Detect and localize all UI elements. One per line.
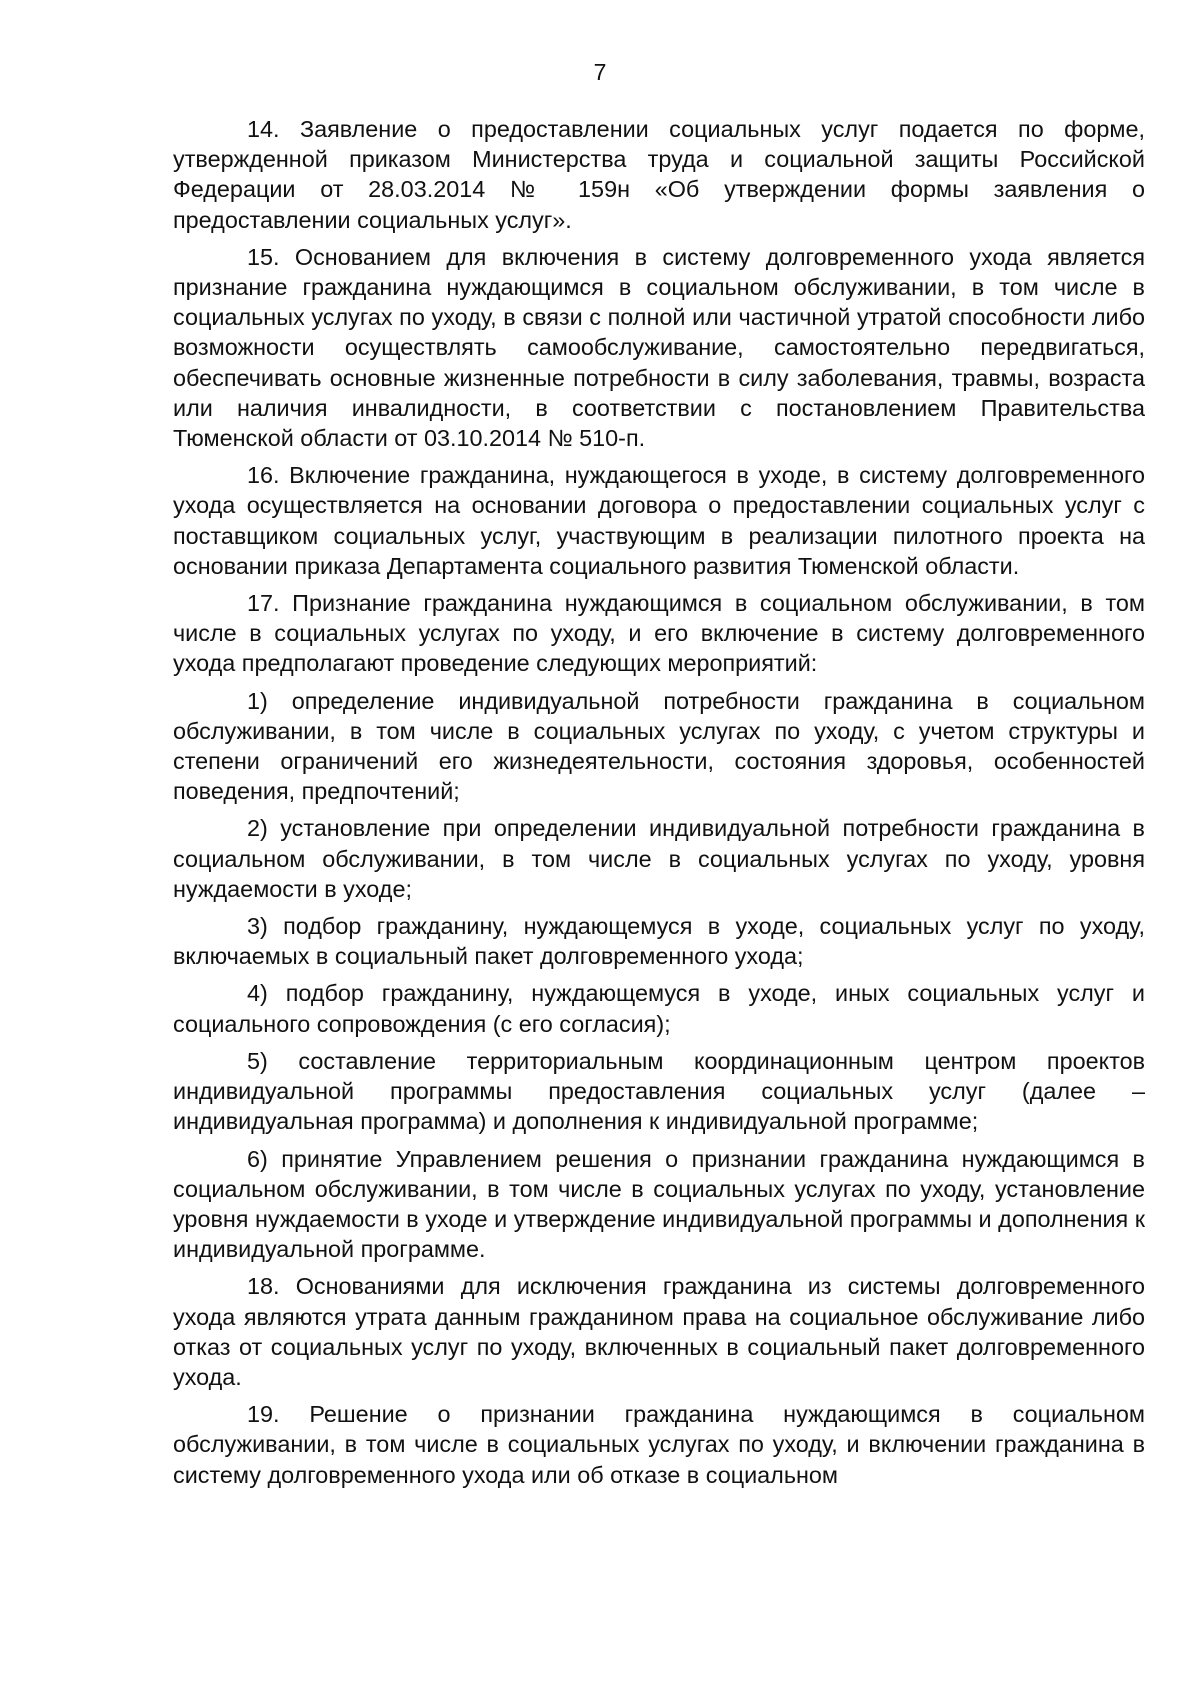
paragraph-16: 16. Включение гражданина, нуждающегося в уходе, в систему долговременного ухода осуществляется на основании договора о предоставлении социальных услуг с поставщиком социальных услуг, участвующим в реализации пилотного проекта на основании приказа Департамента социального развития Тюменской области. <box>173 462 1145 579</box>
list-item-3: 3) подбор гражданину, нуждающемуся в уходе, социальных услуг по уходу, включаемых в социальный пакет долговременного ухода; <box>173 913 1145 970</box>
paragraph-15: 15. Основанием для включения в систему долговременного ухода является признание гражданина нуждающимся в социальном обслуживании, в том числе в социальных услугах по уходу, в связи с полной или частичной утратой способности либо возможности осуществлять самообслуживание, самостоятельно передвигаться, обеспечивать основные жизненные потребности в силу заболевания, травмы, возраста или наличия инвалидности, в соответствии с постановлением Правительства Тюменской области от 03.10.2014 № 510-п. <box>173 243 1145 452</box>
paragraph-17: 17. Признание гражданина нуждающимся в социальном обслуживании, в том числе в социальных услугах по уходу, и его включение в систему долговременного ухода предполагают проведение следующих мероприятий: <box>173 590 1145 677</box>
paragraph-14: 14. Заявление о предоставлении социальных услуг подается по форме, утвержденной приказом Министерства труда и социальной защиты Российской Федерации от 28.03.2014 № 159н «Об утверждении формы заявления о предоставлении социальных услуг». <box>173 116 1145 233</box>
page-number: 7 <box>593 59 607 85</box>
list-item-1: 1) определение индивидуальной потребности гражданина в социальном обслуживании, в том числе в социальных услугах по уходу, с учетом структуры и степени ограничений его жизнедеятельности, состояния здоровья, особенностей поведения, предпочтений; <box>173 687 1145 805</box>
document-body <box>173 114 1145 1497</box>
list-item-6: 6) принятие Управлением решения о признании гражданина нуждающимся в социальном обслуживании, в том числе в социальных услугах по уходу, установление уровня нуждаемости в уходе и утверждение индивидуальной программы и дополнения к индивидуальной программе. <box>173 1145 1145 1263</box>
list-item-5: 5) составление территориальным координационным центром проектов индивидуальной программы предоставления социальных услуг (далее – индивидуальная программа) и дополнения к индивидуальной программе; <box>173 1047 1145 1135</box>
paragraph-18: 18. Основаниями для исключения гражданина из системы долговременного ухода являются утрата данным гражданином права на социальное обслуживание либо отказ от социальных услуг по уходу, включенных в социальный пакет долговременного ухода. <box>173 1273 1145 1390</box>
list-item-2: 2) установление при определении индивидуальной потребности гражданина в социальном обслуживании, в том числе в социальных услугах по уходу, уровня нуждаемости в уходе; <box>173 815 1145 902</box>
list-item-4: 4) подбор гражданину, нуждающемуся в уходе, иных социальных услуг и социального сопровождения (с его согласия); <box>173 980 1145 1037</box>
paragraph-19: 19. Решение о признании гражданина нуждающимся в социальном обслуживании, в том числе в социальных услугах по уходу, и включении гражданина в систему долговременного ухода или об отказе в социальном <box>173 1401 1145 1488</box>
